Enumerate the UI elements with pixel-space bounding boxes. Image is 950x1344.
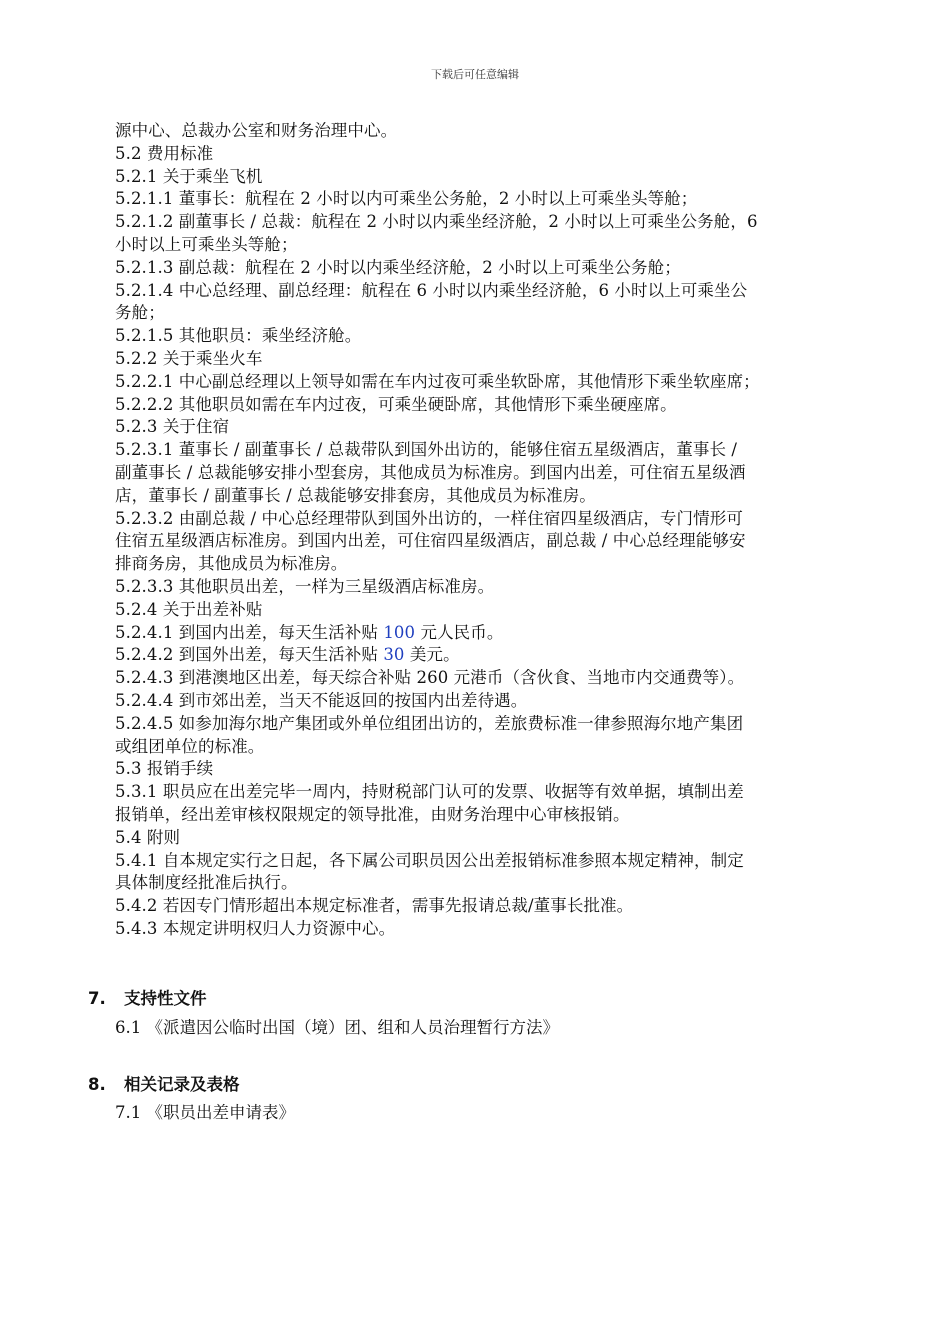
text-line: 5.2.1.4 中心总经理、副总经理：航程在 6 小时以内乘坐经济舱，6 小时以上可乘坐公 xyxy=(115,280,748,300)
allowance-prefix: 5.2.4.1 到国内出差，每天生活补贴 xyxy=(115,622,384,642)
text-line: 务舱； xyxy=(115,303,165,323)
text-line: 5.2.4.3 到港澳地区出差，每天综合补贴 260 元港币（含伙食、当地市内交通费等）。 xyxy=(115,668,745,688)
text-line: 5.2.2.2 其他职员如需在车内过夜，可乘坐硬卧席，其他情形下乘坐硬座席。 xyxy=(115,394,677,414)
text-line: 5.4 附则 xyxy=(115,827,181,847)
allowance-suffix: 美元。 xyxy=(404,645,460,665)
text-line: 排商务房，其他成员为标准房。 xyxy=(115,554,348,574)
text-line: 报销单，经出差审核权限规定的领导批准，由财务治理中心审核报销。 xyxy=(115,804,630,824)
text-line: 小时以上可乘坐头等舱； xyxy=(115,234,298,254)
text-line: 5.4.2 若因专门情形超出本规定标准者，需事先报请总裁/董事长批准。 xyxy=(115,896,634,916)
section-title: 相关记录及表格 xyxy=(124,1075,240,1094)
text-line: 具体制度经批准后执行。 xyxy=(115,873,298,893)
allowance-amount: 30 xyxy=(383,645,405,665)
text-line: 5.2.1.2 副董事长 / 总裁：航程在 2 小时以内乘坐经济舱，2 小时以上可乘坐公务舱，6 xyxy=(115,212,758,232)
section-number: 8. xyxy=(88,1075,106,1094)
text-line: 5.2.3 关于住宿 xyxy=(115,417,230,437)
text-line: 源中心、总裁办公室和财务治理中心。 xyxy=(115,121,398,140)
text-line: 5.2.1.3 副总裁：航程在 2 小时以内乘坐经济舱，2 小时以上可乘坐公务舱； xyxy=(115,257,681,277)
section-7-heading xyxy=(88,988,207,1010)
text-line: 5.3 报销手续 xyxy=(115,759,214,779)
text-line: 5.2.2 关于乘坐火车 xyxy=(115,348,263,368)
text-line: 或组团单位的标准。 xyxy=(115,736,265,756)
text-line: 副董事长 / 总裁能够安排小型套房，其他成员为标准房。到国内出差，可住宿五星级酒 xyxy=(115,462,746,482)
page-header: 下载后可任意编辑 xyxy=(431,68,519,81)
allowance-suffix: 元人民币。 xyxy=(415,622,504,642)
text-line: 5.3.1 职员应在出差完毕一周内，持财税部门认可的发票、收据等有效单据，填制出差 xyxy=(115,782,744,802)
allowance-foreign-line xyxy=(115,644,845,667)
text-line: 住宿五星级酒店标准房。到国内出差，可住宿四星级酒店，副总裁 / 中心总经理能够安 xyxy=(115,531,746,551)
section-number: 7. xyxy=(88,989,106,1008)
section-8-heading xyxy=(88,1074,240,1096)
allowance-prefix: 5.2.4.2 到国外出差，每天生活补贴 xyxy=(115,645,384,665)
document-body xyxy=(115,120,845,941)
text-line: 5.4.1 自本规定实行之日起，各下属公司职员因公出差报销标准参照本规定精神，制定 xyxy=(115,850,744,870)
text-line: 店，董事长 / 副董事长 / 总裁能够安排套房，其他成员为标准房。 xyxy=(115,485,596,505)
allowance-amount: 100 xyxy=(383,622,416,642)
text-line: 5.2.1.1 董事长：航程在 2 小时以内可乘坐公务舱，2 小时以上可乘坐头等舱； xyxy=(115,189,698,209)
text-line: 5.2.3.2 由副总裁 / 中心总经理带队到国外出访的，一样住宿四星级酒店，专门情形可 xyxy=(115,508,743,528)
text-line: 5.4.3 本规定讲明权归人力资源中心。 xyxy=(115,918,396,938)
text-line: 5.2.3.3 其他职员出差，一样为三星级酒店标准房。 xyxy=(115,576,495,596)
text-line: 5.2.4.4 到市郊出差，当天不能返回的按国内出差待遇。 xyxy=(115,690,528,710)
allowance-domestic-line xyxy=(115,622,845,645)
section-title: 支持性文件 xyxy=(124,989,207,1008)
section-7-item: 6.1 《派遣因公临时出国（境）团、组和人员治理暂行方法》 xyxy=(115,1018,559,1037)
text-line: 5.2.4.5 如参加海尔地产集团或外单位组团出访的，差旅费标准一律参照海尔地产集团 xyxy=(115,713,744,733)
text-line: 5.2.1 关于乘坐飞机 xyxy=(115,166,263,186)
text-line: 5.2.3.1 董事长 / 副董事长 / 总裁带队到国外出访的，能够住宿五星级酒店，董事长 / xyxy=(115,440,738,460)
text-line: 5.2.1.5 其他职员：乘坐经济舱。 xyxy=(115,326,362,346)
section-8-item: 7.1 《职员出差申请表》 xyxy=(115,1103,295,1122)
text-line: 5.2.2.1 中心副总经理以上领导如需在车内过夜可乘坐软卧席，其他情形下乘坐软座席； xyxy=(115,371,760,391)
text-line: 5.2 费用标准 xyxy=(115,143,214,163)
text-line: 5.2.4 关于出差补贴 xyxy=(115,599,263,619)
